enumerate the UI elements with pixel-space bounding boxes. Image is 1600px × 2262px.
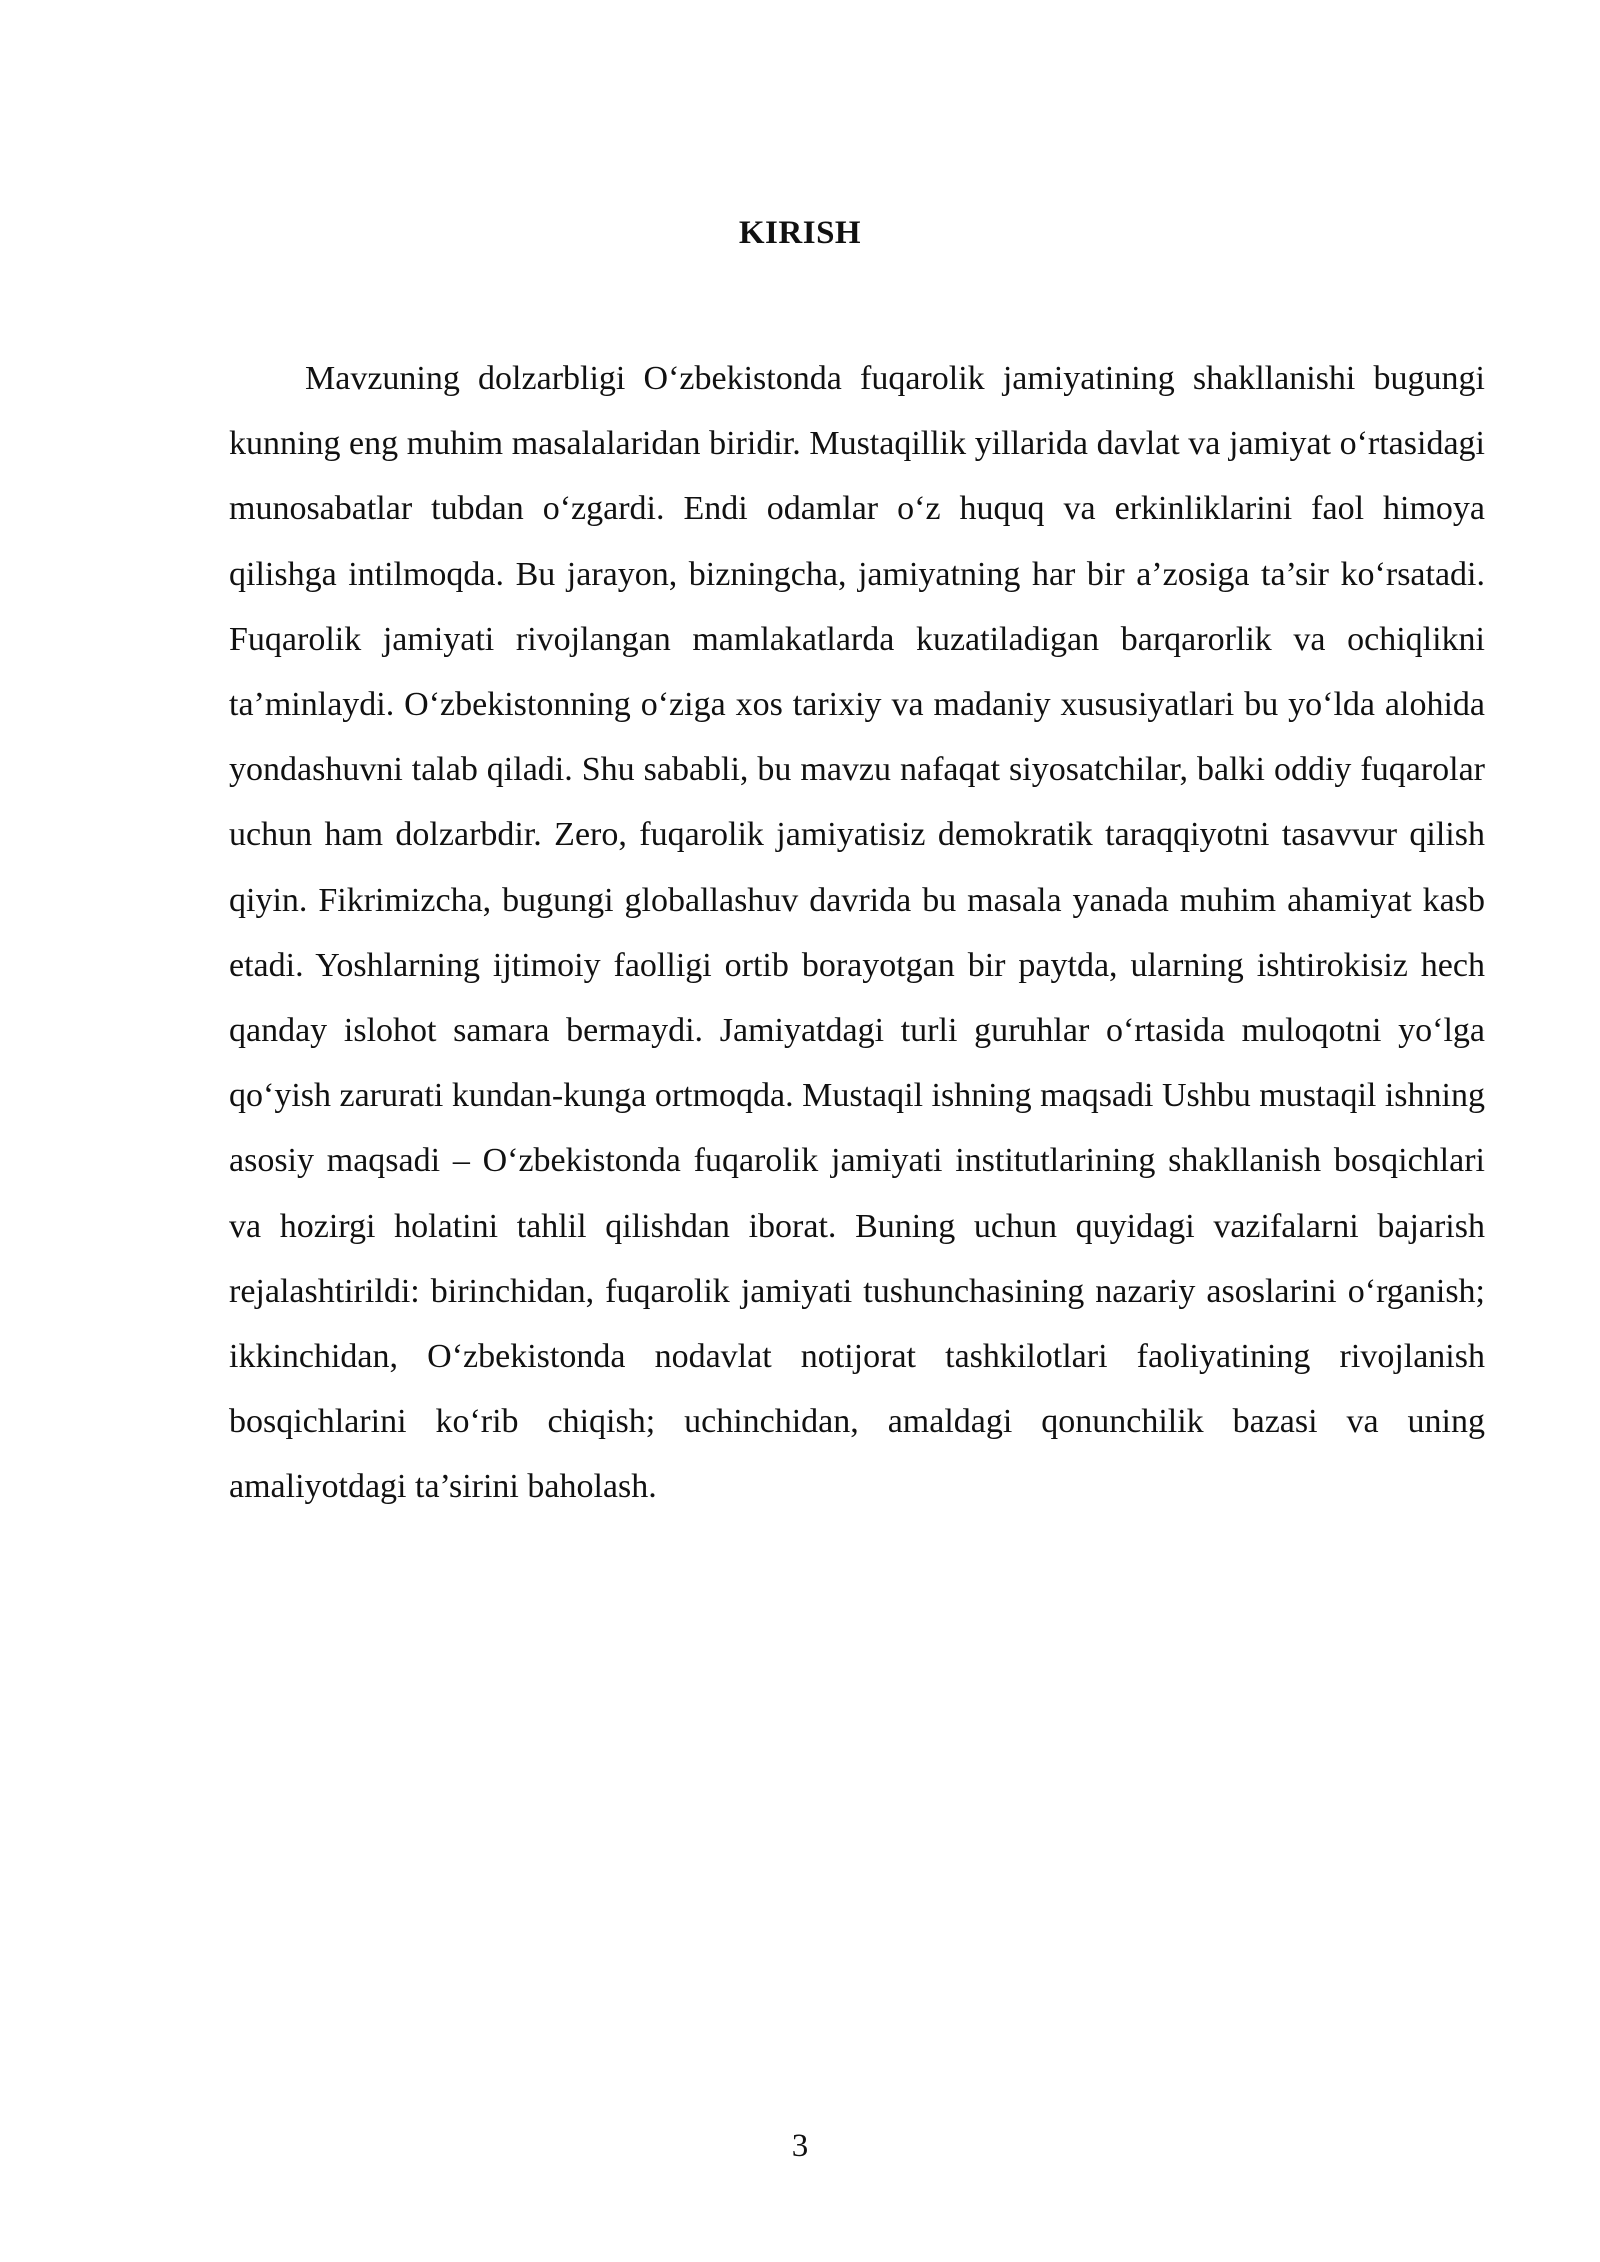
section-heading: KIRISH — [738, 215, 862, 251]
page-number: 3 — [791, 2128, 809, 2164]
body-paragraph: Mavzuning dolzarbligi O‘zbekistonda fuqarolik jamiyatining shakllanishi bugungi kunning eng muhim masalalaridan biridir. Mustaqillik yillarida davlat va jamiyat o‘rtasidagi munosabatlar tubdan o‘zgardi. Endi odamlar o‘z huquq va erkinliklarini faol himoya qilishga intilmoqda. Bu jarayon, bizningcha, jamiyatning har bir a’zosiga ta’sir ko‘rsatadi. Fuqarolik jamiyati rivojlangan mamlakatlarda kuzatiladigan barqarorlik va ochiqlikni ta’minlaydi. O‘zbekistonning o‘ziga xos tarixiy va madaniy xususiyatlari bu yo‘lda alohida yondashuvni talab qiladi. Shu sababli, bu mavzu nafaqat siyosatchilar, balki oddiy fuqarolar uchun ham dolzarbdir. Zero, fuqarolik jamiyatisiz demokratik taraqqiyotni tasavvur qilish qiyin. Fikrimizcha, bugungi globallashuv davrida bu masala yanada muhim ahamiyat kasb etadi. Yoshlarning ijtimoiy faolligi ortib borayotgan bir paytda, ularning ishtirokisiz hech qanday islohot samara bermaydi. Jamiyatdagi turli guruhlar o‘rtasida muloqotni yo‘lga qo‘yish zarurati kundan-kunga ortmoqda. Mustaqil ishning maqsadi Ushbu mustaqil ishning asosiy maqsadi – O‘zbekistonda fuqarolik jamiyati institutlarining shakllanish bosqichlari va hozirgi holatini tahlil qilishdan iborat. Buning uchun quyidagi vazifalarni bajarish rejalashtirildi: birinchidan, fuqarolik jamiyati tushunchasining nazariy asoslarini o‘rganish; ikkinchidan, O‘zbekistonda nodavlat notijorat tashkilotlari faoliyatining rivojlanish bosqichlarini ko‘rib chiqish; uchinchidan, amaldagi qonunchilik bazasi va uning amaliyotdagi ta’sirini baholash. — [229, 360, 1485, 1506]
